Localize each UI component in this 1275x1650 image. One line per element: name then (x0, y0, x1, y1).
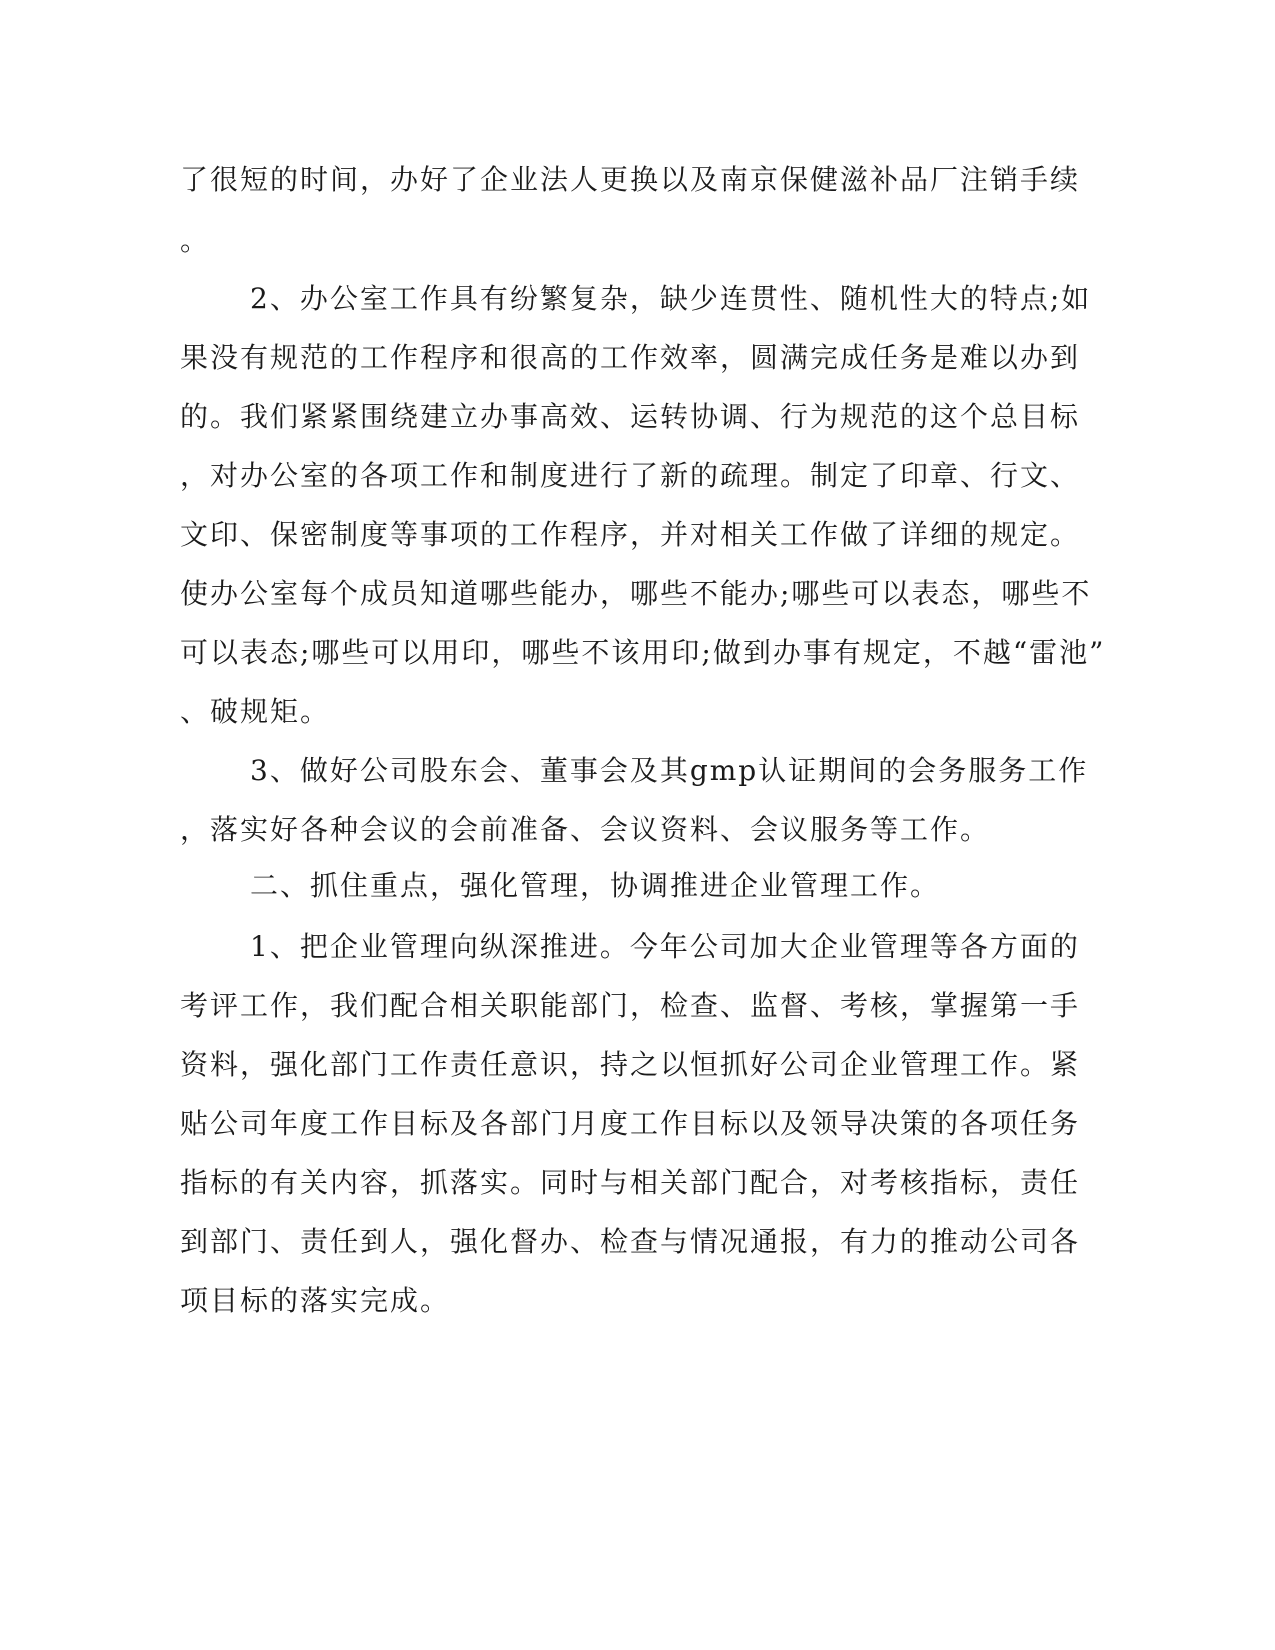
paragraph-line: 3、做好公司股东会、董事会及其gmp认证期间的会务服务工作 (250, 754, 1089, 787)
text-line: 指标的有关内容，抓落实。同时与相关部门配合，对考核指标，责任 (180, 1166, 1081, 1199)
paragraph-line: 2、办公室工作具有纷繁复杂，缺少连贯性、随机性大的特点;如 (250, 282, 1092, 315)
text-line: 、破规矩。 (180, 695, 331, 728)
text-line: 文印、保密制度等事项的工作程序，并对相关工作做了详细的规定。 (180, 518, 1081, 551)
text-line: 。 (180, 224, 211, 257)
text-line: 可以表态;哪些可以用印，哪些不该用印;做到办事有规定，不越“雷池” (180, 636, 1106, 669)
text-line: 考评工作，我们配合相关职能部门，检查、监督、考核，掌握第一手 (180, 989, 1081, 1022)
text-line: 贴公司年度工作目标及各部门月度工作目标以及领导决策的各项任务 (180, 1107, 1081, 1140)
text-line: 的。我们紧紧围绕建立办事高效、运转协调、行为规范的这个总目标 (180, 400, 1081, 433)
text-line: 项目标的落实完成。 (180, 1284, 451, 1317)
text-line: 到部门、责任到人，强化督办、检查与情况通报，有力的推动公司各 (180, 1225, 1081, 1258)
text-line: 了很短的时间，办好了企业法人更换以及南京保健滋补品厂注销手续 (180, 163, 1081, 196)
text-line: 使办公室每个成员知道哪些能办，哪些不能办;哪些可以表态，哪些不 (180, 577, 1092, 610)
text-line: ，落实好各种会议的会前准备、会议资料、会议服务等工作。 (180, 813, 991, 846)
text-line: 果没有规范的工作程序和很高的工作效率，圆满完成任务是难以办到 (180, 341, 1081, 374)
text-line: 资料，强化部门工作责任意识，持之以恒抓好公司企业管理工作。紧 (180, 1048, 1081, 1081)
section-heading: 二、抓住重点，强化管理，协调推进企业管理工作。 (250, 869, 941, 902)
text-line: ，对办公室的各项工作和制度进行了新的疏理。制定了印章、行文、 (180, 459, 1081, 492)
paragraph-line: 1、把企业管理向纵深推进。今年公司加大企业管理等各方面的 (250, 930, 1080, 963)
